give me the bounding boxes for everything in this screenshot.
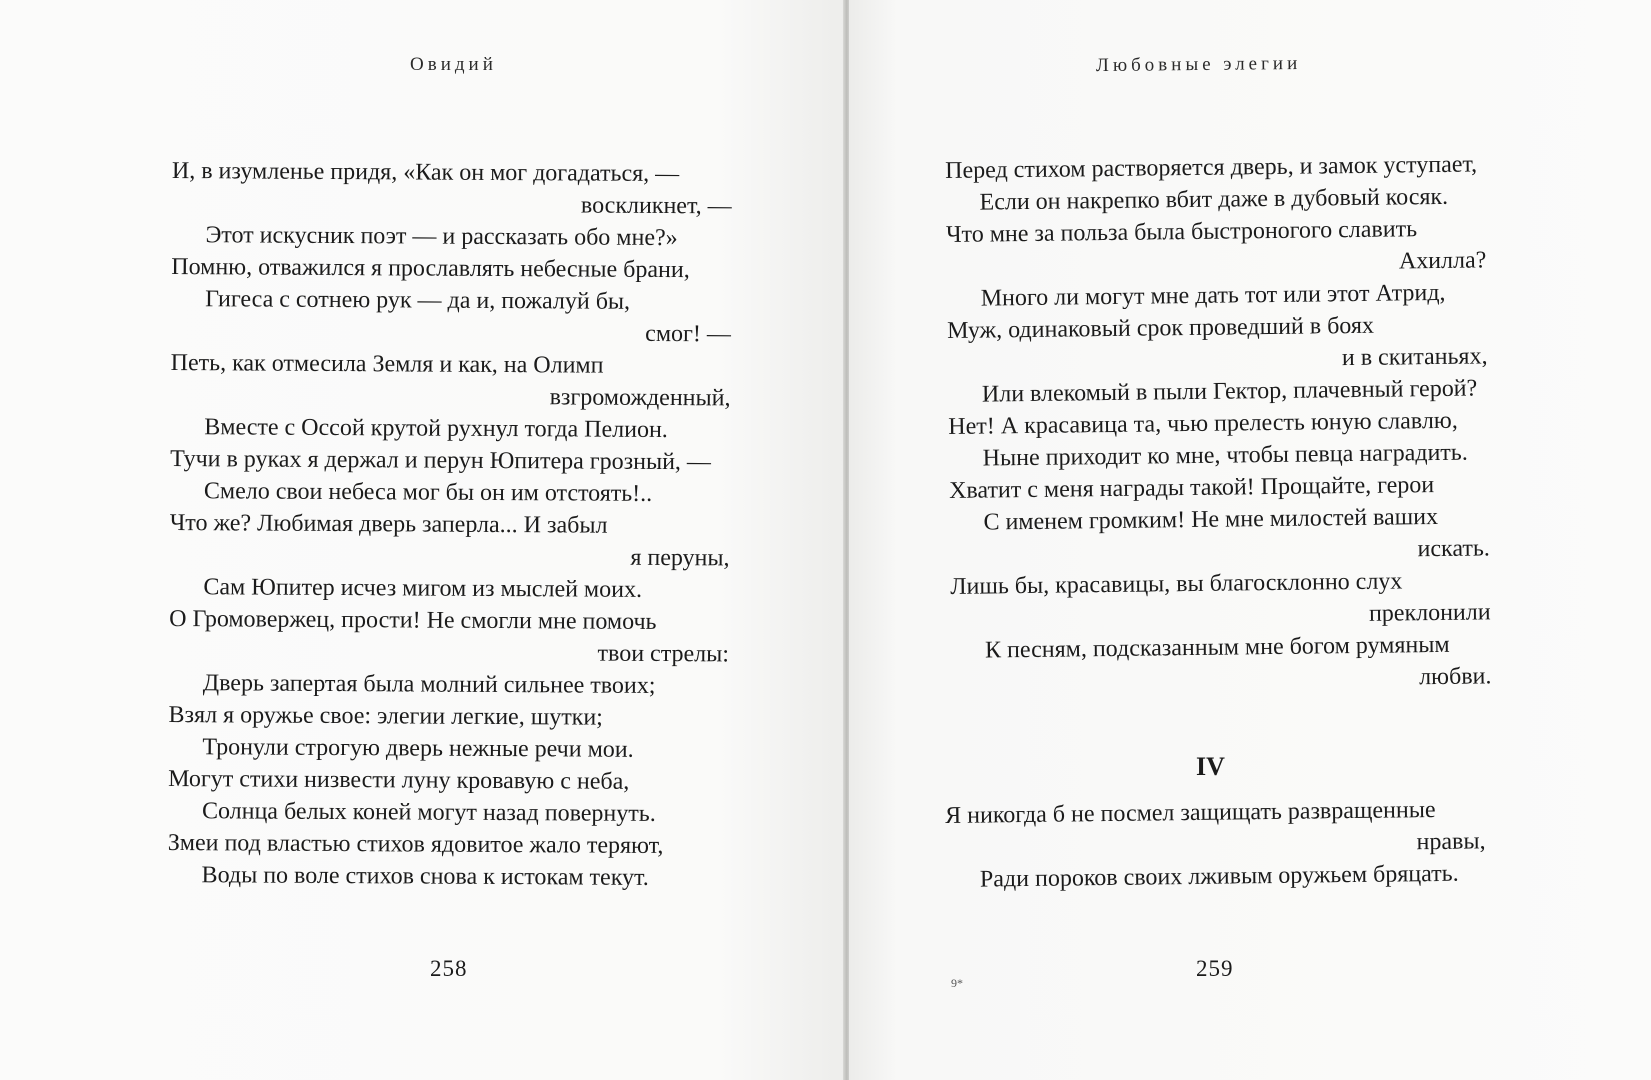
verse-line: Много ли могут мне дать тот или этот Атрид, (980, 279, 1446, 312)
running-head-author: Овидий (410, 54, 497, 75)
verse-line: Или влекомый в пыли Гектор, плачевный герой? (981, 375, 1478, 408)
section-numeral: IV (1196, 752, 1225, 781)
poem-text-right (945, 148, 1492, 699)
verse-line: Дверь запертая была молний сильнее твоих; (202, 670, 656, 699)
verse-line: Тронули строгую дверь нежные речи мои. (202, 734, 634, 763)
page-number-left: 258 (430, 956, 468, 981)
verse-line: Что же? Любимая дверь заперла... И забыл (169, 509, 608, 539)
verse-line: И, в изумленье придя, «Как он мог догадаться, — (171, 157, 680, 188)
verse-line: Я никогда б не посмел защищать развращенные (945, 797, 1436, 829)
verse-line: Тучи в руках я держал и перун Юпитера грозный, — (170, 445, 712, 476)
verse-line: Петь, как отмесила Земля и как, на Олимп (170, 349, 604, 379)
verse-line: взгроможденный, (549, 384, 731, 412)
verse-line: Солнца белых коней могут назад повернуть. (201, 798, 656, 827)
verse-line: Ныне приходит ко мне, чтобы певца наградить. (982, 439, 1468, 472)
verse-line: Сам Юпитер исчез мигом из мыслей моих. (203, 574, 643, 603)
verse-line: искать. (1417, 535, 1491, 563)
verse-line: Муж, одинаковый срок проведший в боях (946, 312, 1375, 344)
verse-line: Воды по воле стихов снова к истокам текут. (201, 862, 649, 891)
verse-line: С именем громким! Не мне милостей ваших (983, 504, 1439, 536)
verse-line: я перуны, (630, 544, 730, 572)
verse-line: Перед стихом растворяется дверь, и замок уступает, (945, 151, 1478, 184)
verse-line: Ради пороков своих лживым оружьем бряцать. (979, 860, 1459, 893)
verse-line: твои стрелы: (597, 640, 730, 668)
verse-line: смог! — (645, 320, 731, 348)
verse-line: Хватит с меня награды такой! Прощайте, герои (948, 472, 1435, 504)
running-head-title: Любовные элегии (1095, 52, 1302, 77)
verse-line: Лишь бы, красавицы, вы благосклонно слух (950, 568, 1403, 600)
poem-text-right-section-iv (945, 793, 1486, 896)
page-number-right: 259 (1196, 956, 1234, 981)
verse-line: Гигеса с сотнею рук — да и, пожалуй бы, (205, 286, 631, 315)
verse-line: Помню, отважился я прославлять небесные брани, (171, 253, 690, 284)
verse-line: Этот искусник поэт — и рассказать обо мне?» (205, 222, 678, 252)
verse-line: Взял я оружье свое: элегии легкие, шутки; (168, 701, 603, 731)
verse-line: Ахилла? (1398, 247, 1487, 275)
verse-line: Змеи под властью стихов ядовитое жало теряют, (167, 829, 664, 860)
verse-line: Если он накрепко вбит даже в дубовый косяк. (979, 183, 1449, 216)
verse-line: воскликнет, — (580, 192, 732, 220)
verse-line: О Громовержец, прости! Не смогли мне помочь (169, 605, 657, 635)
verse-line: Могут стихи низвести луну кровавую с неба, (168, 765, 630, 795)
verse-line: любви. (1418, 663, 1492, 691)
printer-signature-mark: 9* (951, 976, 963, 990)
verse-line: преклонили (1368, 599, 1491, 627)
verse-line: К песням, подсказанным мне богом румяным (984, 631, 1450, 664)
verse-line: и в скитаньях, (1341, 343, 1488, 372)
poem-text-left (168, 155, 732, 894)
verse-line: Вместе с Оссой крутой рухнул тогда Пелион. (204, 414, 668, 444)
verse-line: Что мне за польза была быстроногого славить (945, 216, 1418, 248)
verse-line: нравы, (1416, 828, 1486, 856)
verse-line: Смело свои небеса мог бы он им отстоять!.. (203, 478, 653, 507)
verse-line: Нет! А красавица та, чью прелесть юную славлю, (948, 407, 1458, 440)
